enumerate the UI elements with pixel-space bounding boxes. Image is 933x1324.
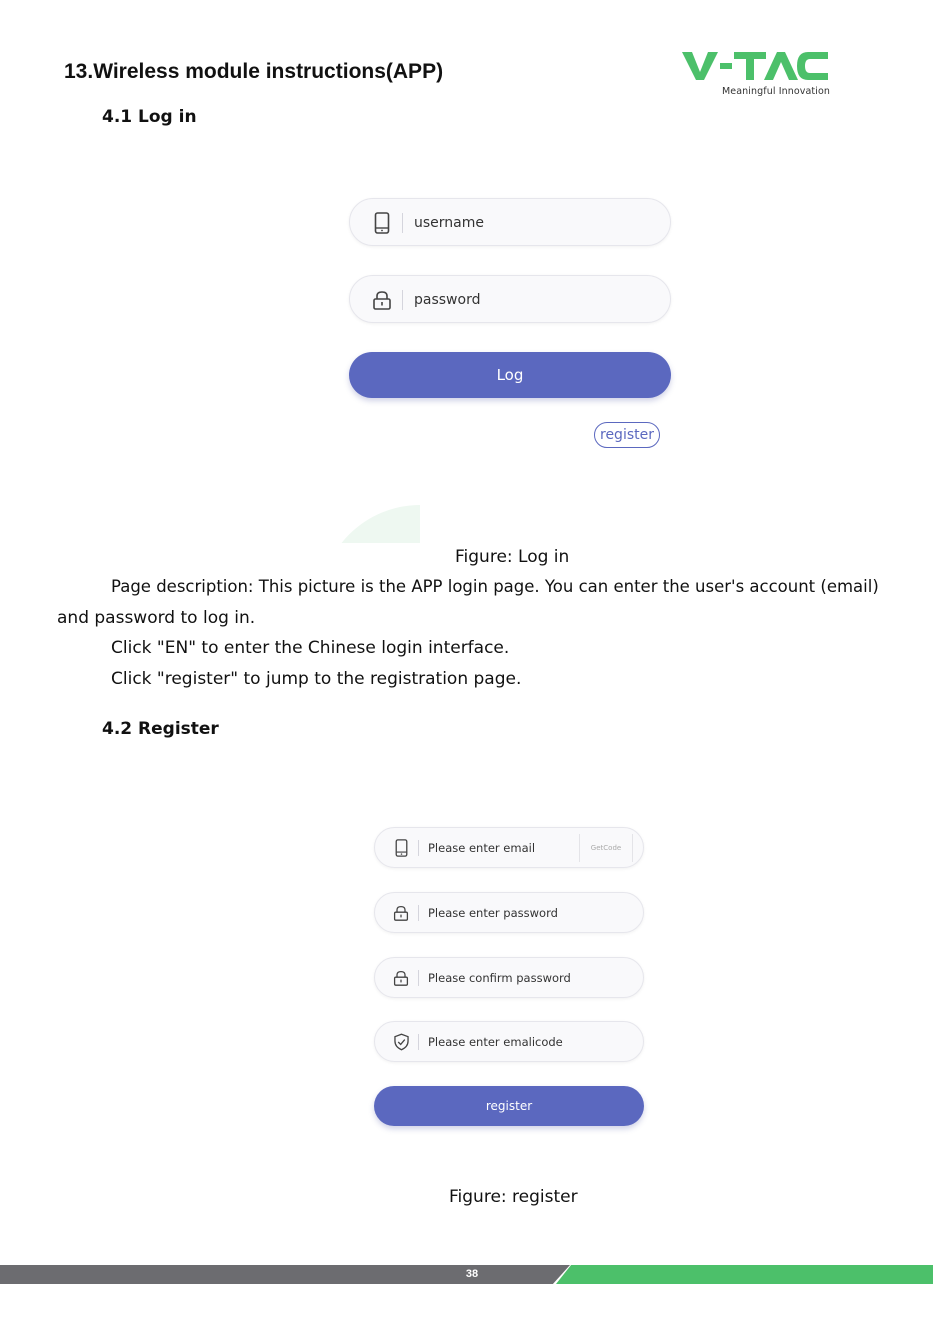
register-link[interactable]: register — [594, 422, 660, 448]
register-password-input[interactable] — [428, 904, 628, 922]
footer-bar-green — [556, 1265, 933, 1284]
figure-caption-register: Figure: register — [449, 1187, 578, 1207]
phone-icon — [370, 211, 394, 235]
field-divider — [418, 840, 419, 856]
description-en: Click "EN" to enter the Chinese login interface. — [111, 638, 510, 658]
register-button[interactable]: register — [374, 1086, 644, 1126]
email-code-field[interactable] — [374, 1021, 644, 1062]
field-divider — [418, 970, 419, 986]
vtac-logo-mark — [680, 48, 830, 84]
lock-icon — [370, 288, 394, 312]
get-code-button[interactable]: GetCode — [579, 834, 633, 862]
description-register: Click "register" to jump to the registration page. — [111, 669, 522, 689]
lock-icon — [391, 903, 411, 923]
vtac-logo — [680, 48, 830, 100]
email-input[interactable] — [428, 839, 578, 857]
confirm-password-input[interactable] — [428, 969, 628, 987]
figure-caption-login: Figure: Log in — [455, 547, 570, 567]
field-divider — [402, 213, 403, 233]
email-field[interactable] — [374, 827, 644, 868]
decorative-shape — [320, 505, 420, 543]
phone-icon — [391, 838, 411, 858]
description-text-continued: and password to log in. — [57, 608, 256, 628]
lock-icon — [391, 968, 411, 988]
username-field[interactable] — [349, 198, 671, 246]
login-button[interactable]: Log — [349, 352, 671, 398]
description-text: Page description: This picture is the APP login page. You can enter the user's account (email) — [111, 577, 879, 596]
field-divider — [418, 1034, 419, 1050]
field-divider — [402, 290, 403, 310]
register-password-field[interactable] — [374, 892, 644, 933]
logo-tagline: Meaningful Innovation — [722, 86, 830, 97]
password-field[interactable] — [349, 275, 671, 323]
username-input[interactable] — [414, 212, 654, 234]
section-heading-login: 4.1 Log in — [102, 107, 197, 127]
email-code-input[interactable] — [428, 1033, 628, 1051]
page-title: 13.Wireless module instructions(APP) — [64, 60, 444, 83]
page-number: 38 — [465, 1268, 479, 1280]
field-divider — [418, 905, 419, 921]
section-heading-register: 4.2 Register — [102, 719, 219, 739]
shield-check-icon — [391, 1032, 411, 1052]
password-input[interactable] — [414, 289, 654, 311]
confirm-password-field[interactable] — [374, 957, 644, 998]
